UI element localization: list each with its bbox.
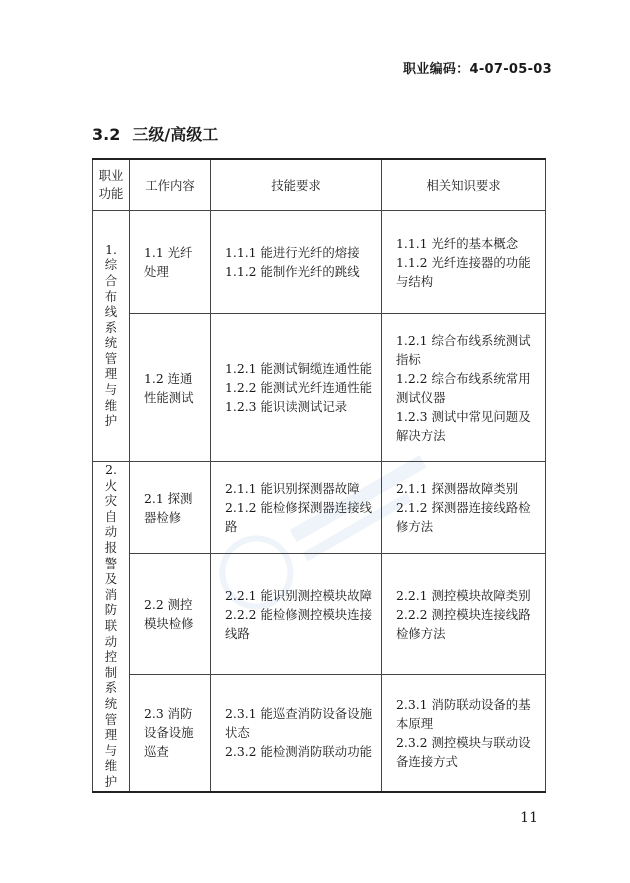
skill-cell bbox=[211, 211, 382, 314]
skill-item: 1.2.3 能识读测试记录 bbox=[225, 399, 348, 414]
section-number: 3.2 bbox=[92, 125, 121, 144]
skill-item: 2.2.1 能识别测控模块故障 bbox=[225, 587, 372, 603]
table-body bbox=[93, 211, 546, 792]
knowledge-cell bbox=[382, 674, 546, 791]
skill-item: 1.2.2 能测试光纤连通性能 bbox=[225, 380, 372, 395]
knowledge-item: 2.1.1 探测器故障类别 bbox=[396, 481, 519, 497]
knowledge-item: 1.2.2 综合布线系统常用测试仪器 bbox=[396, 370, 531, 405]
knowledge-item: 2.3.2 测控模块与联动设备连接方式 bbox=[396, 734, 531, 769]
section-title-text: 三级/高级工 bbox=[132, 125, 219, 144]
table-row bbox=[93, 554, 546, 675]
table-row bbox=[93, 211, 546, 314]
table-row bbox=[93, 674, 546, 791]
header-work: 工作内容 bbox=[130, 159, 211, 211]
knowledge-item: 1.1.1 光纤的基本概念 bbox=[396, 235, 519, 251]
header-skill: 技能要求 bbox=[211, 159, 382, 211]
table-row bbox=[93, 462, 546, 554]
header-knowledge: 相关知识要求 bbox=[382, 159, 546, 211]
skill-item: 1.1.1 能进行光纤的熔接 bbox=[225, 245, 360, 260]
table-row bbox=[93, 314, 546, 462]
skill-item: 1.1.2 能制作光纤的跳线 bbox=[225, 264, 360, 279]
work-content-cell: 2.2 测控模块检修 bbox=[130, 554, 211, 675]
knowledge-item: 2.3.1 消防联动设备的基本原理 bbox=[396, 696, 531, 731]
work-content-cell: 2.3 消防设备设施巡查 bbox=[130, 674, 211, 791]
skill-cell bbox=[211, 554, 382, 675]
skill-item: 1.2.1 能测试铜缆连通性能 bbox=[225, 361, 372, 376]
function-label: 2. 火灾自动报警及消防联动控制系统管理与维护 bbox=[104, 462, 118, 789]
header-function bbox=[93, 159, 130, 211]
work-content-cell: 1.1 光纤处理 bbox=[130, 211, 211, 314]
knowledge-item: 2.1.2 探测器连接线路检修方法 bbox=[396, 500, 531, 535]
skill-item: 2.3.1 能巡查消防设备设施状态 bbox=[225, 706, 372, 741]
occupation-code: 职业编码：4-07-05-03 bbox=[402, 62, 552, 77]
knowledge-cell bbox=[382, 211, 546, 314]
work-content-cell: 2.1 探测器检修 bbox=[130, 462, 211, 554]
header-function-text: 职业 功能 bbox=[98, 168, 124, 201]
knowledge-cell bbox=[382, 554, 546, 675]
function-label: 1. 综合布线系统管理与维护 bbox=[104, 241, 118, 429]
function-cell bbox=[93, 462, 130, 792]
skill-item: 2.3.2 能检测消防联动功能 bbox=[225, 744, 372, 760]
skill-item: 2.1.2 能检修探测器连接线路 bbox=[225, 500, 372, 535]
skill-cell bbox=[211, 674, 382, 791]
knowledge-item: 2.2.2 测控模块连接线路检修方法 bbox=[396, 606, 531, 641]
knowledge-cell bbox=[382, 462, 546, 554]
function-cell bbox=[93, 211, 130, 462]
knowledge-item: 2.2.1 测控模块故障类别 bbox=[396, 587, 531, 603]
skill-cell bbox=[211, 314, 382, 462]
page-number: 11 bbox=[520, 810, 538, 826]
section-heading bbox=[92, 122, 218, 145]
skill-item: 2.2.2 能检修测控模块连接线路 bbox=[225, 606, 372, 641]
knowledge-item: 1.2.3 测试中常见问题及解决方法 bbox=[396, 408, 531, 443]
skills-table bbox=[92, 158, 546, 793]
knowledge-item: 1.2.1 综合布线系统测试指标 bbox=[396, 332, 531, 367]
work-content-cell: 1.2 连通性能测试 bbox=[130, 314, 211, 462]
skill-item: 2.1.1 能识别探测器故障 bbox=[225, 481, 360, 497]
knowledge-item: 1.1.2 光纤连接器的功能与结构 bbox=[396, 254, 531, 289]
table-header-row bbox=[93, 159, 546, 211]
skill-cell bbox=[211, 462, 382, 554]
knowledge-cell bbox=[382, 314, 546, 462]
